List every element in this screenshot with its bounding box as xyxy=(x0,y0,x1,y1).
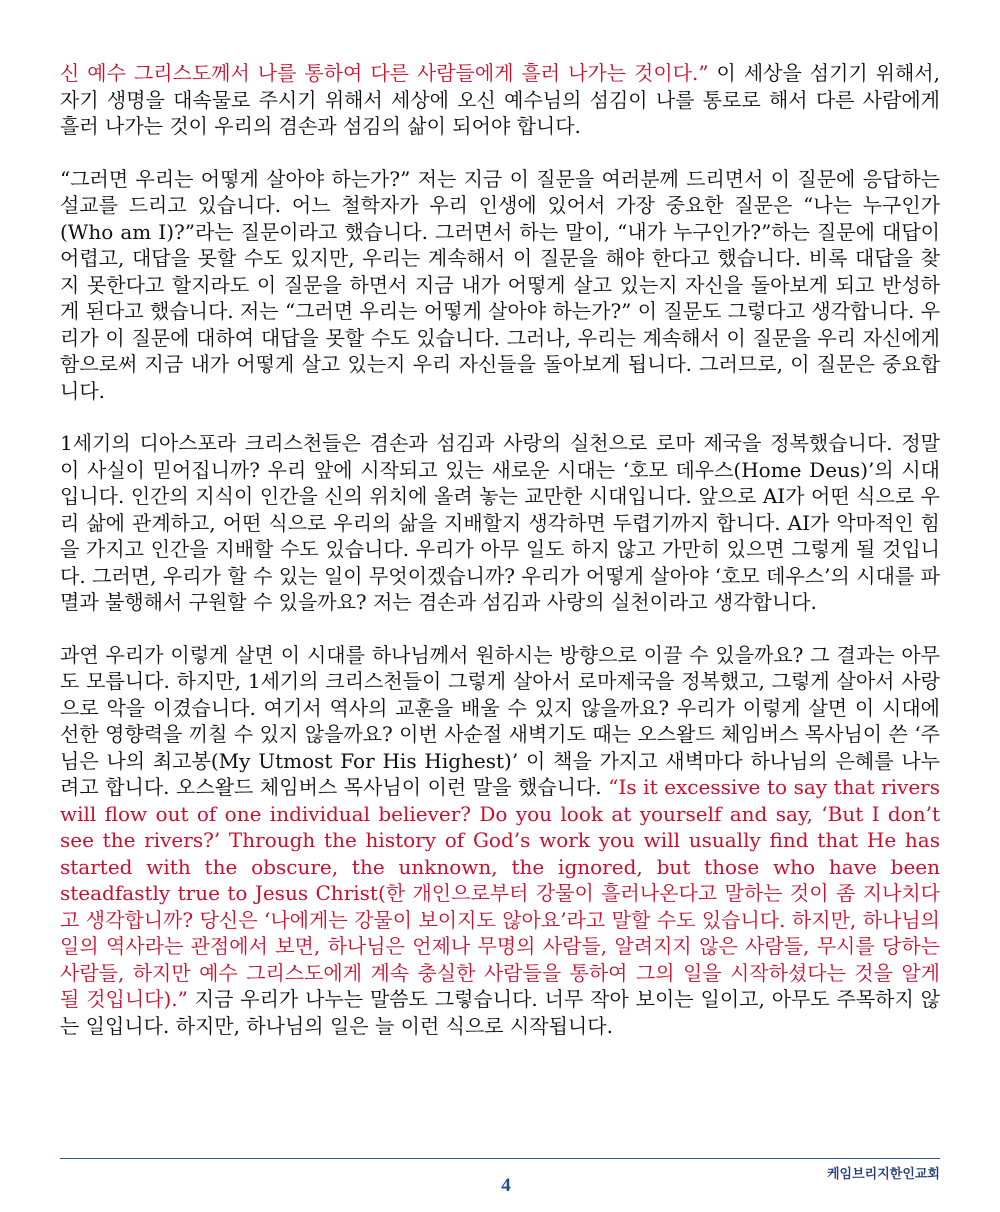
footer-divider xyxy=(60,1158,940,1159)
body-text: 지금 우리가 나누는 말씀도 그렇습니다. 너무 작아 보이는 일이고, 아무도 주목하지 않는 일입니다. 하지만, 하나님의 일은 늘 이런 식으로 시작됩니다. xyxy=(60,987,941,1038)
sermon-body xyxy=(60,60,940,1065)
body-text: 과연 우리가 이렇게 살면 이 시대를 하나님께서 원하시는 방향으로 이끌 수 있을까요? 그 결과는 아무도 모릅니다. 하지만, 1세기의 크리스천들이 그렇게 살아서 로마제국을 정복했고, 그렇게 살아서 사랑으로 악을 이겼습니다. 여기서 역사의 교훈을 배울 수 있지 않을까요? 우리가 이렇게 살면 이 시대에 선한 영향력을 끼칠 수 있지 않을까요? 이번 사순절 새벽기도 때는 오스왈드 체임버스 목사님이 쓴 ‘주님은 나의 최고봉(My Utmost For His Highest)’ 이 책을 가지고 새벽마다 하나님의 은혜를 나누려고 합니다. 오스왈드 체임버스 목사님이 이런 말을 했습니다. xyxy=(60,642,940,799)
paragraph-3 xyxy=(60,430,940,616)
page-number: 4 xyxy=(501,1175,511,1196)
body-text: 1세기의 디아스포라 크리스천들은 겸손과 섬김과 사랑의 실천으로 로마 제국을 정복했습니다. 정말 이 사실이 믿어집니까? 우리 앞에 시작되고 있는 새로운 시대는 ‘호모 데우스(Home Deus)’의 시대입니다. 인간의 지식이 인간을 신의 위치에 올려 놓는 교만한 시대입니다. 앞으로 AI가 어떤 식으로 우리 삶에 관계하고, 어떤 식으로 우리의 삶을 지배할지 생각하면 두렵기까지 합니다. AI가 악마적인 힘을 가지고 인간을 지배할 수도 있습니다. 우리가 아무 일도 하지 않고 가만히 있으면 그렇게 될 것입니다. 그러면, 우리가 할 수 있는 일이 무엇이겠습니까? 우리가 어떻게 살아야 ‘호모 데우스’의 시대를 파멸과 불행해서 구원할 수 있을까요? 저는 겸손과 섬김과 사랑의 실천이라고 생각합니다. xyxy=(60,431,940,614)
quote-text: “Is it excessive to say that rivers will flow out of one individual believer? Do you look at yourself and say, ‘But I don’t see the rivers?’ Through the history of God’s work you will usually find that He has started with the obscure, the unknown, the ignored, but those who have been steadfastly true to Jesus Christ(한 개인으로부터 강물이 흘러나온다고 말하는 것이 좀 지나치다고 생각합니까? 당신은 ‘나에게는 강물이 보이지도 않아요’라고 말할 수도 있습니다. 하지만, 하나님의 일의 역사라는 관점에서 보면, 하나님은 언제나 무명의 사람들, 알려지지 않은 사람들, 무시를 당하는 사람들, 하지만 예수 그리스도에게 계속 충실한 사람들을 통하여 그의 일을 시작하셨다는 것을 알게 될 것입니다).” xyxy=(60,775,940,1011)
church-name: 케임브리지한인교회 xyxy=(826,1167,940,1182)
paragraph-1 xyxy=(60,60,940,140)
paragraph-2 xyxy=(60,166,940,405)
body-text: 이 세상을 섬기기 위해서, 자기 생명을 대속물로 주시기 위해서 세상에 오신 예수님의 섬김이 나를 통로로 해서 다른 사람에게 흘러 나가는 것이 우리의 겸손과 섬김의 삶이 되어야 합니다. xyxy=(60,61,940,138)
body-text: “그러면 우리는 어떻게 살아야 하는가?” 저는 지금 이 질문을 여러분께 드리면서 이 질문에 응답하는 설교를 드리고 있습니다. 어느 철학자가 우리 인생에 있어서 가장 중요한 질문은 “나는 누구인가(Who am I)?”라는 질문이라고 했습니다. 그러면서 하는 말이, “내가 누구인가?”하는 질문에 대답이 어렵고, 대답을 못할 수도 있지만, 우리는 계속해서 이 질문을 해야 한다고 했습니다. 비록 대답을 찾지 못한다고 할지라도 이 질문을 하면서 지금 내가 어떻게 살고 있는지 자신을 돌아보게 되고 반성하게 된다고 했습니다. 저는 “그러면 우리는 어떻게 살아야 하는가?” 이 질문도 그렇다고 생각합니다. 우리가 이 질문에 대하여 대답을 못할 수도 있습니다. 그러나, 우리는 계속해서 이 질문을 우리 자신에게 함으로써 지금 내가 어떻게 살고 있는지 우리 자신들을 돌아보게 됩니다. 그러므로, 이 질문은 중요합니다. xyxy=(60,166,941,403)
paragraph-4 xyxy=(60,642,940,1040)
quote-text: 신 예수 그리스도께서 나를 통하여 다른 사람들에게 흘러 나가는 것이다.” xyxy=(60,61,709,85)
